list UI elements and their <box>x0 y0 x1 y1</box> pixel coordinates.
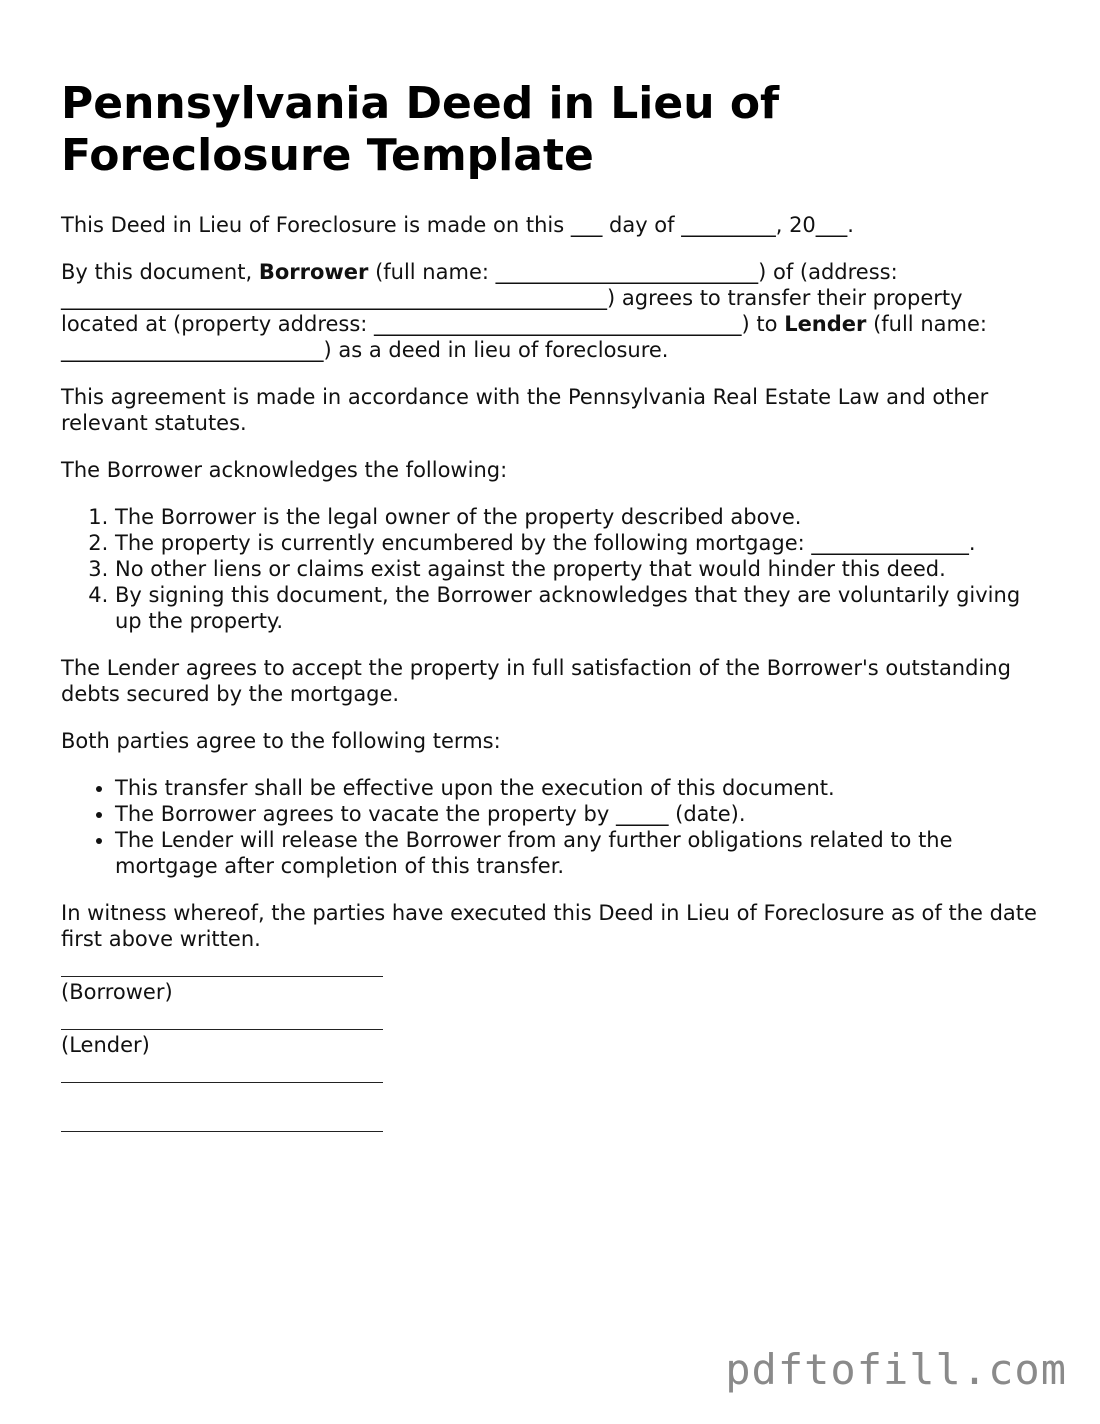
borrower-signature-label: (Borrower) <box>61 980 173 1004</box>
terms-list <box>61 775 1041 879</box>
terms-intro: Both parties agree to the following terms: <box>61 729 501 753</box>
lender-signature-line[interactable] <box>61 1029 383 1030</box>
parties-text-2: (full name: _________________________) of (address: ____________________________________________________) agrees to transfer their property located at (property address: ___________________________________) to <box>61 260 963 336</box>
watermark: pdftofill.com <box>725 1345 1067 1394</box>
list-item: 4. By signing this document, the Borrower acknowledges that they are voluntarily giving up the property. <box>115 582 1041 634</box>
intro-paragraph: This Deed in Lieu of Foreclosure is made on this ___ day of _________, 20___. <box>61 213 854 237</box>
list-item: 3. No other liens or claims exist against the property that would hinder this deed. <box>115 556 1041 582</box>
extra-signature-block-1 <box>61 1082 1041 1083</box>
lender-signature-block <box>61 1029 1041 1058</box>
extra-signature-line-1[interactable] <box>61 1082 383 1083</box>
parties-text-1: By this document, <box>61 260 259 284</box>
witness-paragraph: In witness whereof, the parties have executed this Deed in Lieu of Foreclosure as of the date first above written. <box>61 901 1037 951</box>
lender-signature-label: (Lender) <box>61 1033 150 1057</box>
acknowledge-intro: The Borrower acknowledges the following: <box>61 458 508 482</box>
law-paragraph: This agreement is made in accordance with the Pennsylvania Real Estate Law and other relevant statutes. <box>61 385 989 435</box>
list-item: 1. The Borrower is the legal owner of the property described above. <box>115 504 1041 530</box>
extra-signature-line-2[interactable] <box>61 1131 383 1132</box>
parties-text-3: (full name: _________________________) as a deed in lieu of foreclosure. <box>61 312 987 362</box>
extra-signature-block-2 <box>61 1131 1041 1132</box>
parties-paragraph <box>61 259 1041 363</box>
list-item: • The Borrower agrees to vacate the property by _____ (date). <box>115 801 1041 827</box>
list-item: • This transfer shall be effective upon the execution of this document. <box>115 775 1041 801</box>
borrower-signature-line[interactable] <box>61 976 383 977</box>
lender-label: Lender <box>784 312 867 336</box>
acknowledgements-list <box>61 504 1041 634</box>
page-title: Pennsylvania Deed in Lieu of Foreclosure Template <box>61 78 780 181</box>
borrower-label: Borrower <box>258 260 369 284</box>
document-page <box>61 78 1041 1154</box>
list-item: 2. The property is currently encumbered by the following mortgage: _______________. <box>115 530 1041 556</box>
lender-paragraph: The Lender agrees to accept the property in full satisfaction of the Borrower's outstanding debts secured by the mortgage. <box>61 656 1011 706</box>
borrower-signature-block <box>61 976 1041 1005</box>
list-item: • The Lender will release the Borrower from any further obligations related to the mortgage after completion of this transfer. <box>115 827 1041 879</box>
